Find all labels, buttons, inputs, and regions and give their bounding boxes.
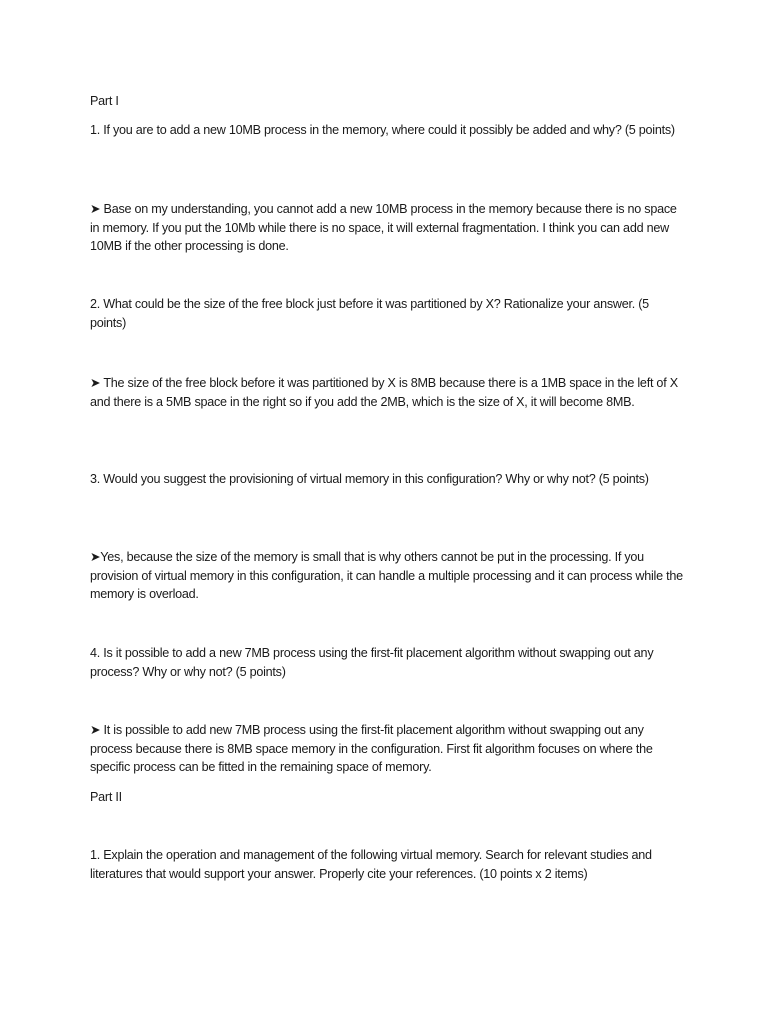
question-2: 2. What could be the size of the free block just before it was partitioned by X? Rationalize your answer. (5 points) bbox=[90, 297, 649, 330]
answer-4: ➤ It is possible to add new 7MB process using the first-fit placement algorithm without swapping out any process because there is 8MB space memory in the configuration. First fit algorithm focuses on where the specific process can be fitted in the remaining space of memory. bbox=[90, 723, 653, 774]
part-1-heading: Part I bbox=[90, 94, 119, 108]
part-2-question-1: 1. Explain the operation and management of the following virtual memory. Search for relevant studies and literatures that would support your answer. Properly cite your references. (10 points x 2 items) bbox=[90, 848, 652, 881]
question-1: 1. If you are to add a new 10MB process in the memory, where could it possibly be added and why? (5 points) bbox=[90, 123, 675, 137]
answer-2: ➤ The size of the free block before it was partitioned by X is 8MB because there is a 1MB space in the left of X and there is a 5MB space in the right so if you add the 2MB, which is the size of X, it will become 8MB. bbox=[90, 376, 678, 409]
answer-1: ➤ Base on my understanding, you cannot add a new 10MB process in the memory because there is no space in memory. If you put the 10Mb while there is no space, it will external fragmentation. I think you can add new 10MB if the other processing is done. bbox=[90, 202, 677, 253]
part-2-heading: Part II bbox=[90, 790, 122, 804]
question-4: 4. Is it possible to add a new 7MB process using the first-fit placement algorithm without swapping out any process? Why or why not? (5 points) bbox=[90, 646, 654, 679]
question-3: 3. Would you suggest the provisioning of virtual memory in this configuration? Why or why not? (5 points) bbox=[90, 472, 649, 486]
answer-3: ➤Yes, because the size of the memory is small that is why others cannot be put in the processing. If you provision of virtual memory in this configuration, it can handle a multiple processing and it can process while the memory is overload. bbox=[90, 550, 683, 601]
